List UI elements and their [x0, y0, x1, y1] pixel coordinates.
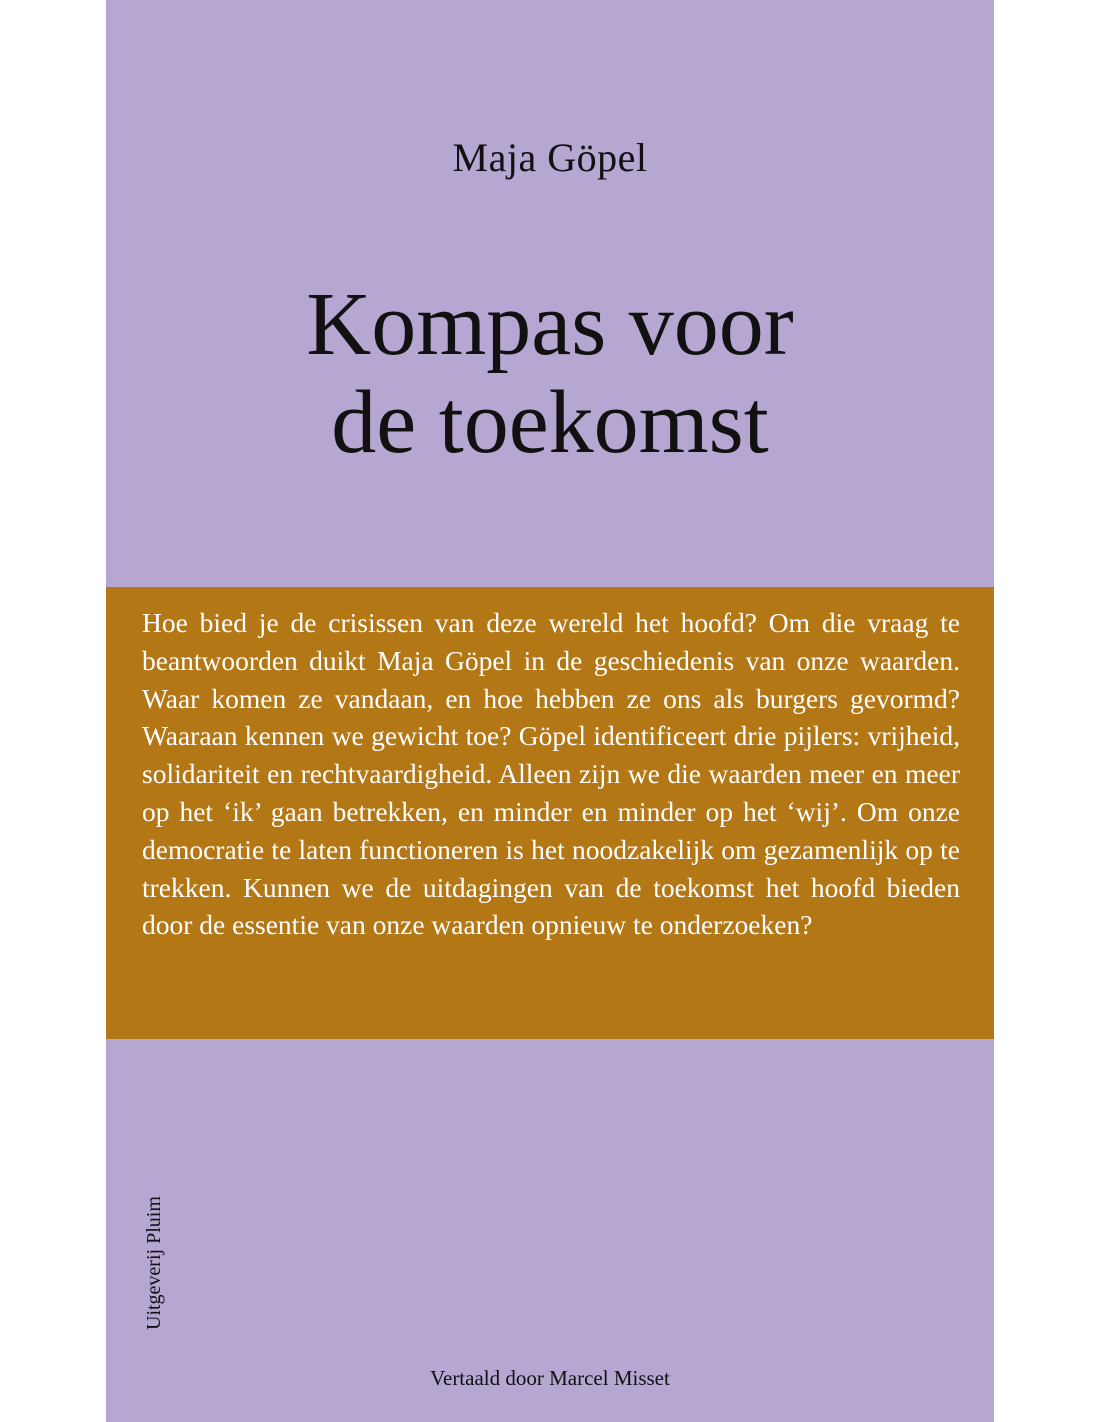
book-title [106, 276, 994, 472]
publisher-name: Uitgeverij Pluim [143, 1196, 165, 1330]
title-line-2: de toekomst [331, 373, 769, 472]
blurb-band [106, 587, 994, 1039]
author-name: Maja Göpel [452, 135, 648, 180]
translator-credit: Vertaald door Marcel Misset [430, 1366, 670, 1390]
blurb-text: Hoe bied je de crisissen van deze wereld het hoofd? Om die vraag te beantwoorden duikt Maja Göpel in de geschiedenis van onze waarden. Waar komen ze vandaan, en hoe hebben ze ons als burgers gevormd? Waaraan kennen we gewicht toe? Göpel identificeert drie pijlers: vrijheid, solidariteit en rechtvaardigheid. Alleen zijn we die waarden meer en meer op het ‘ik’ gaan betrekken, en minder en minder op het ‘wij’. Om onze democratie te laten functioneren is het noodzakelijk om gezamenlijk op te trekken. Kunnen we de uitdagingen van de toekomst het hoofd bieden door de essentie van onze waarden opnieuw te onderzoeken? [142, 607, 960, 941]
title-line-1: Kompas voor [306, 275, 794, 374]
book-cover [106, 0, 994, 1422]
